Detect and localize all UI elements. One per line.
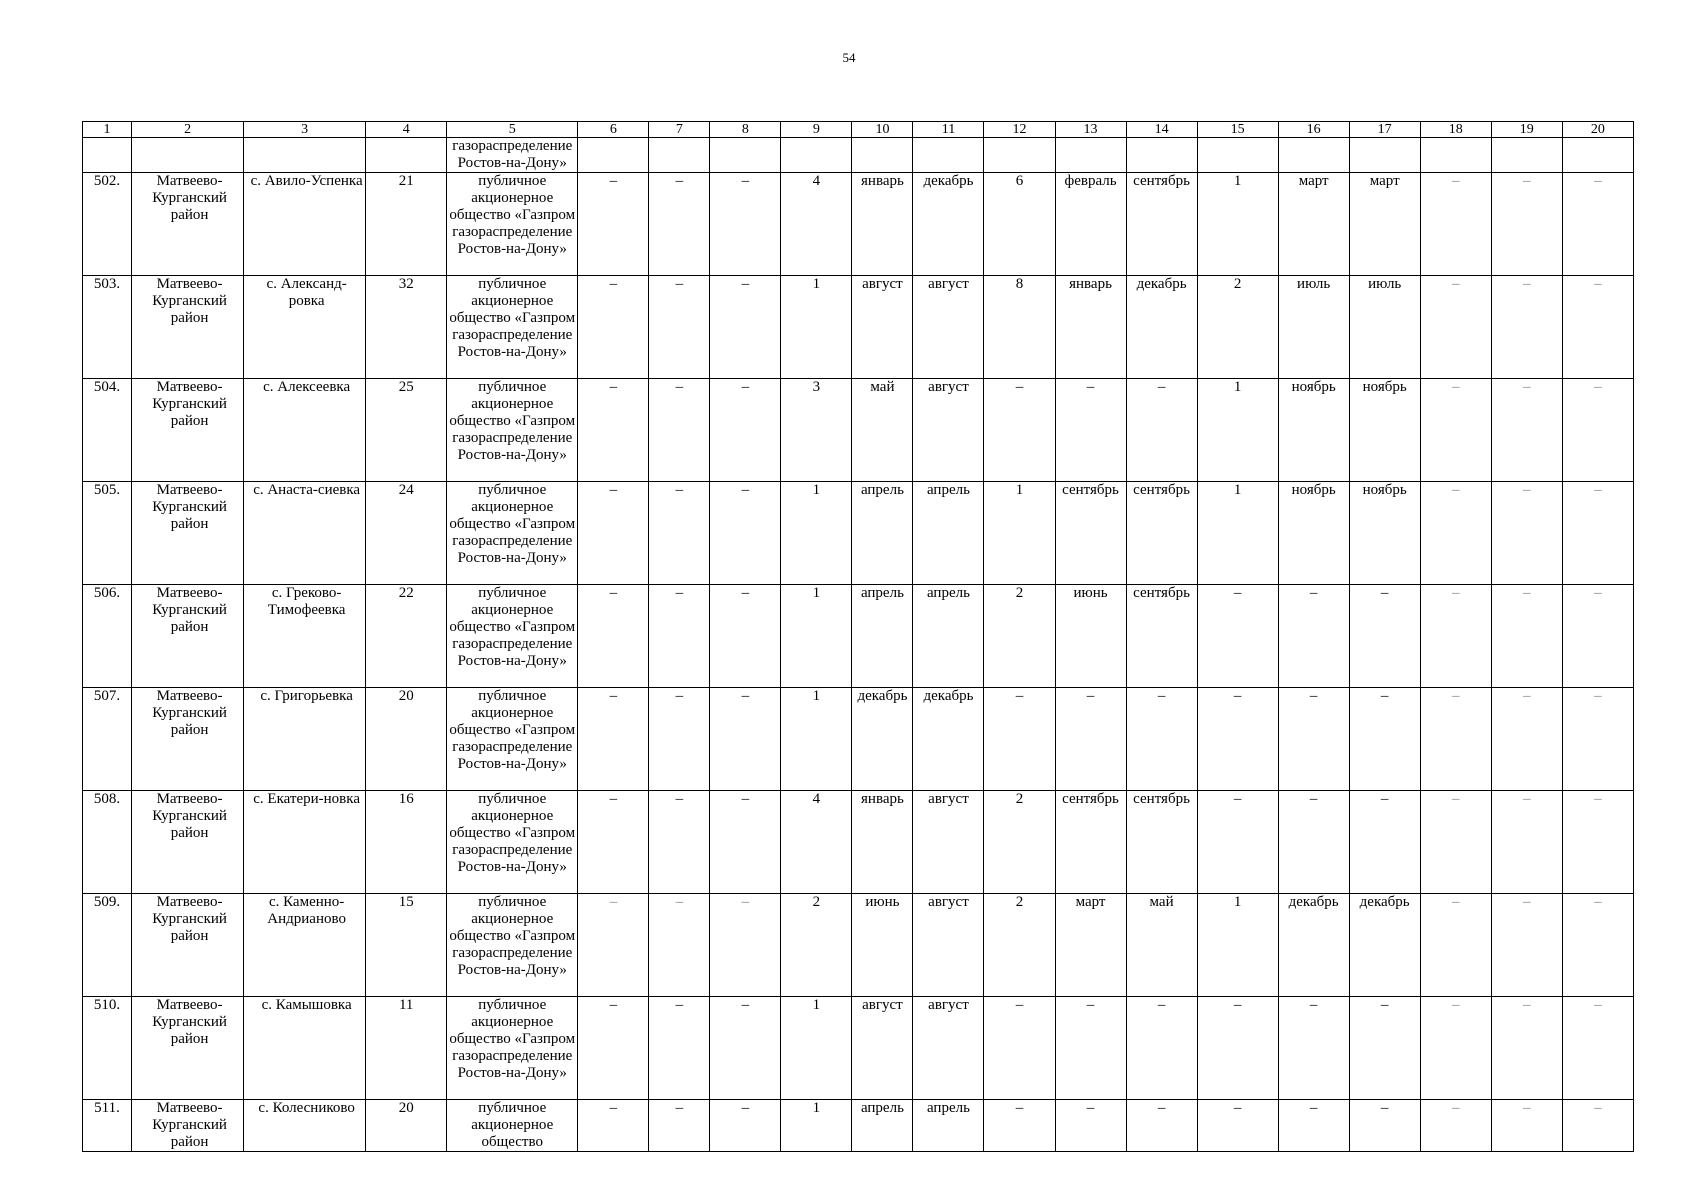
col15-cell: –: [1197, 791, 1278, 894]
col16-cell: –: [1278, 997, 1349, 1100]
col8-cell: –: [710, 482, 781, 585]
col16-cell: июль: [1278, 276, 1349, 379]
col-number: 18: [1420, 122, 1491, 138]
col20-cell: –: [1562, 276, 1633, 379]
col19-cell: –: [1491, 894, 1562, 997]
col12-cell: 1: [984, 482, 1055, 585]
col-number: 14: [1126, 122, 1197, 138]
col18-cell: –: [1420, 173, 1491, 276]
table-row: [83, 585, 1634, 688]
col13-cell: –: [1055, 688, 1126, 791]
col7-cell: –: [649, 791, 710, 894]
col-number: 6: [578, 122, 649, 138]
table-row: [83, 173, 1634, 276]
col9-cell: 3: [781, 379, 852, 482]
col9-cell: 1: [781, 688, 852, 791]
col7-cell: –: [649, 379, 710, 482]
col14-cell: сентябрь: [1126, 585, 1197, 688]
row-number: 511.: [83, 1100, 132, 1152]
col15-cell: 1: [1197, 482, 1278, 585]
col16-cell: ноябрь: [1278, 379, 1349, 482]
col10-cell: январь: [852, 791, 913, 894]
col6-cell: –: [578, 173, 649, 276]
col-number: 12: [984, 122, 1055, 138]
households-cell: 32: [366, 276, 447, 379]
households-cell: 16: [366, 791, 447, 894]
col11-cell: август: [913, 379, 984, 482]
col12-cell: –: [984, 1100, 1055, 1152]
col7-cell: –: [649, 276, 710, 379]
col7-cell: –: [649, 688, 710, 791]
col10-cell: январь: [852, 173, 913, 276]
col19-cell: –: [1491, 276, 1562, 379]
settlement-cell: с. Григорьевка: [244, 688, 366, 791]
col14-cell: –: [1126, 379, 1197, 482]
col19-cell: –: [1491, 585, 1562, 688]
organization-cell: публичное акционерное общество «Газпром газораспределение Ростов-на-Дону»: [447, 379, 578, 482]
col14-cell: сентябрь: [1126, 173, 1197, 276]
col-number: 9: [781, 122, 852, 138]
col-number: 4: [366, 122, 447, 138]
col14-cell: сентябрь: [1126, 482, 1197, 585]
col12-cell: 2: [984, 894, 1055, 997]
district-cell: Матвеево-Курганский район: [132, 379, 244, 482]
column-number-header: [83, 122, 1634, 138]
col8-cell: –: [710, 585, 781, 688]
col11-cell: апрель: [913, 585, 984, 688]
col20-cell: –: [1562, 379, 1633, 482]
col13-cell: сентябрь: [1055, 791, 1126, 894]
col14-cell: декабрь: [1126, 276, 1197, 379]
households-cell: 21: [366, 173, 447, 276]
col6-cell: –: [578, 791, 649, 894]
col-number: 11: [913, 122, 984, 138]
col17-cell: –: [1349, 1100, 1420, 1152]
col-number: 15: [1197, 122, 1278, 138]
col7-cell: –: [649, 1100, 710, 1152]
col-number: 8: [710, 122, 781, 138]
col17-cell: декабрь: [1349, 894, 1420, 997]
col16-cell: декабрь: [1278, 894, 1349, 997]
col-number: 1: [83, 122, 132, 138]
col11-cell: декабрь: [913, 688, 984, 791]
col8-cell: –: [710, 894, 781, 997]
continuation-row: [83, 138, 1634, 173]
col15-cell: –: [1197, 585, 1278, 688]
col11-cell: апрель: [913, 1100, 984, 1152]
district-cell: Матвеево-Курганский район: [132, 482, 244, 585]
col16-cell: –: [1278, 688, 1349, 791]
col10-cell: апрель: [852, 482, 913, 585]
col8-cell: –: [710, 379, 781, 482]
col16-cell: –: [1278, 791, 1349, 894]
col10-cell: июнь: [852, 894, 913, 997]
col15-cell: 1: [1197, 173, 1278, 276]
col13-cell: –: [1055, 997, 1126, 1100]
col9-cell: 2: [781, 894, 852, 997]
row-number: 508.: [83, 791, 132, 894]
col7-cell: –: [649, 997, 710, 1100]
row-number: 502.: [83, 173, 132, 276]
settlement-cell: с. Греково-Тимофеевка: [244, 585, 366, 688]
col13-cell: январь: [1055, 276, 1126, 379]
table-row: [83, 276, 1634, 379]
district-cell: Матвеево-Курганский район: [132, 997, 244, 1100]
col19-cell: –: [1491, 379, 1562, 482]
col10-cell: декабрь: [852, 688, 913, 791]
col20-cell: –: [1562, 482, 1633, 585]
row-number: 506.: [83, 585, 132, 688]
col18-cell: –: [1420, 276, 1491, 379]
col-number: 3: [244, 122, 366, 138]
district-cell: Матвеево-Курганский район: [132, 276, 244, 379]
col8-cell: –: [710, 997, 781, 1100]
col9-cell: 4: [781, 791, 852, 894]
col18-cell: –: [1420, 482, 1491, 585]
organization-cell: публичное акционерное общество «Газпром газораспределение Ростов-на-Дону»: [447, 173, 578, 276]
row-number: 505.: [83, 482, 132, 585]
row-number: 503.: [83, 276, 132, 379]
col13-cell: июнь: [1055, 585, 1126, 688]
col10-cell: апрель: [852, 1100, 913, 1152]
organization-cell: газораспределение Ростов-на-Дону»: [447, 138, 578, 173]
col10-cell: апрель: [852, 585, 913, 688]
col13-cell: сентябрь: [1055, 482, 1126, 585]
col11-cell: август: [913, 997, 984, 1100]
col8-cell: –: [710, 791, 781, 894]
col9-cell: 1: [781, 997, 852, 1100]
col16-cell: ноябрь: [1278, 482, 1349, 585]
col14-cell: –: [1126, 997, 1197, 1100]
col7-cell: –: [649, 894, 710, 997]
col17-cell: ноябрь: [1349, 379, 1420, 482]
settlement-cell: с. Авило-Успенка: [244, 173, 366, 276]
col17-cell: –: [1349, 688, 1420, 791]
settlement-cell: с. Алексеевка: [244, 379, 366, 482]
col18-cell: –: [1420, 688, 1491, 791]
col15-cell: 1: [1197, 379, 1278, 482]
col9-cell: 1: [781, 482, 852, 585]
col6-cell: –: [578, 482, 649, 585]
col11-cell: август: [913, 894, 984, 997]
col9-cell: 1: [781, 276, 852, 379]
table-row: [83, 688, 1634, 791]
col13-cell: февраль: [1055, 173, 1126, 276]
col12-cell: –: [984, 379, 1055, 482]
col8-cell: –: [710, 1100, 781, 1152]
households-cell: 20: [366, 1100, 447, 1152]
col6-cell: –: [578, 997, 649, 1100]
col20-cell: –: [1562, 894, 1633, 997]
col20-cell: –: [1562, 997, 1633, 1100]
organization-cell: публичное акционерное общество «Газпром газораспределение Ростов-на-Дону»: [447, 791, 578, 894]
col19-cell: –: [1491, 791, 1562, 894]
col18-cell: –: [1420, 1100, 1491, 1152]
col11-cell: апрель: [913, 482, 984, 585]
col18-cell: –: [1420, 379, 1491, 482]
col11-cell: декабрь: [913, 173, 984, 276]
col-number: 13: [1055, 122, 1126, 138]
organization-cell: публичное акционерное общество: [447, 1100, 578, 1152]
col6-cell: –: [578, 276, 649, 379]
col20-cell: –: [1562, 173, 1633, 276]
col13-cell: март: [1055, 894, 1126, 997]
col15-cell: –: [1197, 1100, 1278, 1152]
organization-cell: публичное акционерное общество «Газпром газораспределение Ростов-на-Дону»: [447, 276, 578, 379]
col7-cell: –: [649, 482, 710, 585]
settlement-cell: с. Анаста-сиевка: [244, 482, 366, 585]
table-row: [83, 1100, 1634, 1152]
district-cell: Матвеево-Курганский район: [132, 1100, 244, 1152]
col11-cell: август: [913, 276, 984, 379]
households-cell: 11: [366, 997, 447, 1100]
col12-cell: 2: [984, 791, 1055, 894]
organization-cell: публичное акционерное общество «Газпром газораспределение Ростов-на-Дону»: [447, 688, 578, 791]
district-cell: Матвеево-Курганский район: [132, 688, 244, 791]
col18-cell: –: [1420, 585, 1491, 688]
table-row: [83, 482, 1634, 585]
col19-cell: –: [1491, 997, 1562, 1100]
organization-cell: публичное акционерное общество «Газпром газораспределение Ростов-на-Дону»: [447, 482, 578, 585]
row-number: 509.: [83, 894, 132, 997]
col19-cell: –: [1491, 482, 1562, 585]
col6-cell: –: [578, 379, 649, 482]
gasification-schedule-table: [82, 121, 1634, 1152]
col16-cell: –: [1278, 1100, 1349, 1152]
col10-cell: август: [852, 276, 913, 379]
col19-cell: –: [1491, 173, 1562, 276]
col8-cell: –: [710, 276, 781, 379]
col14-cell: –: [1126, 1100, 1197, 1152]
district-cell: Матвеево-Курганский район: [132, 791, 244, 894]
col16-cell: март: [1278, 173, 1349, 276]
table-row: [83, 997, 1634, 1100]
col-number: 10: [852, 122, 913, 138]
col-number: 20: [1562, 122, 1633, 138]
col15-cell: –: [1197, 997, 1278, 1100]
col9-cell: 1: [781, 1100, 852, 1152]
col12-cell: 2: [984, 585, 1055, 688]
col15-cell: 1: [1197, 894, 1278, 997]
col17-cell: март: [1349, 173, 1420, 276]
col8-cell: –: [710, 688, 781, 791]
col9-cell: 1: [781, 585, 852, 688]
col17-cell: –: [1349, 997, 1420, 1100]
col12-cell: –: [984, 688, 1055, 791]
col19-cell: –: [1491, 1100, 1562, 1152]
col10-cell: август: [852, 997, 913, 1100]
col16-cell: –: [1278, 585, 1349, 688]
households-cell: 25: [366, 379, 447, 482]
col6-cell: –: [578, 688, 649, 791]
col-number: 5: [447, 122, 578, 138]
col9-cell: 4: [781, 173, 852, 276]
col20-cell: –: [1562, 791, 1633, 894]
col13-cell: –: [1055, 1100, 1126, 1152]
settlement-cell: с. Каменно-Андрианово: [244, 894, 366, 997]
col14-cell: сентябрь: [1126, 791, 1197, 894]
col10-cell: май: [852, 379, 913, 482]
col15-cell: 2: [1197, 276, 1278, 379]
col8-cell: –: [710, 173, 781, 276]
row-number: 504.: [83, 379, 132, 482]
settlement-cell: с. Колесниково: [244, 1100, 366, 1152]
table-row: [83, 894, 1634, 997]
col12-cell: –: [984, 997, 1055, 1100]
col13-cell: –: [1055, 379, 1126, 482]
households-cell: 15: [366, 894, 447, 997]
settlement-cell: с. Екатери-новка: [244, 791, 366, 894]
col6-cell: –: [578, 1100, 649, 1152]
col14-cell: май: [1126, 894, 1197, 997]
col12-cell: 8: [984, 276, 1055, 379]
col12-cell: 6: [984, 173, 1055, 276]
col11-cell: август: [913, 791, 984, 894]
col7-cell: –: [649, 585, 710, 688]
table-row: [83, 791, 1634, 894]
col19-cell: –: [1491, 688, 1562, 791]
households-cell: 24: [366, 482, 447, 585]
col20-cell: –: [1562, 688, 1633, 791]
table-row: [83, 379, 1634, 482]
col-number: 16: [1278, 122, 1349, 138]
district-cell: Матвеево-Курганский район: [132, 585, 244, 688]
col6-cell: –: [578, 585, 649, 688]
col-number: 19: [1491, 122, 1562, 138]
col20-cell: –: [1562, 585, 1633, 688]
col17-cell: –: [1349, 791, 1420, 894]
col-number: 17: [1349, 122, 1420, 138]
col14-cell: –: [1126, 688, 1197, 791]
col18-cell: –: [1420, 997, 1491, 1100]
col6-cell: –: [578, 894, 649, 997]
organization-cell: публичное акционерное общество «Газпром газораспределение Ростов-на-Дону»: [447, 585, 578, 688]
households-cell: 22: [366, 585, 447, 688]
row-number: 510.: [83, 997, 132, 1100]
settlement-cell: с. Александ-ровка: [244, 276, 366, 379]
settlement-cell: с. Камышовка: [244, 997, 366, 1100]
col20-cell: –: [1562, 1100, 1633, 1152]
col17-cell: июль: [1349, 276, 1420, 379]
district-cell: Матвеево-Курганский район: [132, 173, 244, 276]
col-number: 7: [649, 122, 710, 138]
col17-cell: –: [1349, 585, 1420, 688]
district-cell: Матвеево-Курганский район: [132, 894, 244, 997]
organization-cell: публичное акционерное общество «Газпром газораспределение Ростов-на-Дону»: [447, 997, 578, 1100]
households-cell: 20: [366, 688, 447, 791]
organization-cell: публичное акционерное общество «Газпром газораспределение Ростов-на-Дону»: [447, 894, 578, 997]
page-number: 54: [842, 50, 856, 65]
col7-cell: –: [649, 173, 710, 276]
col-number: 2: [132, 122, 244, 138]
row-number: 507.: [83, 688, 132, 791]
col18-cell: –: [1420, 894, 1491, 997]
col17-cell: ноябрь: [1349, 482, 1420, 585]
col15-cell: –: [1197, 688, 1278, 791]
col18-cell: –: [1420, 791, 1491, 894]
